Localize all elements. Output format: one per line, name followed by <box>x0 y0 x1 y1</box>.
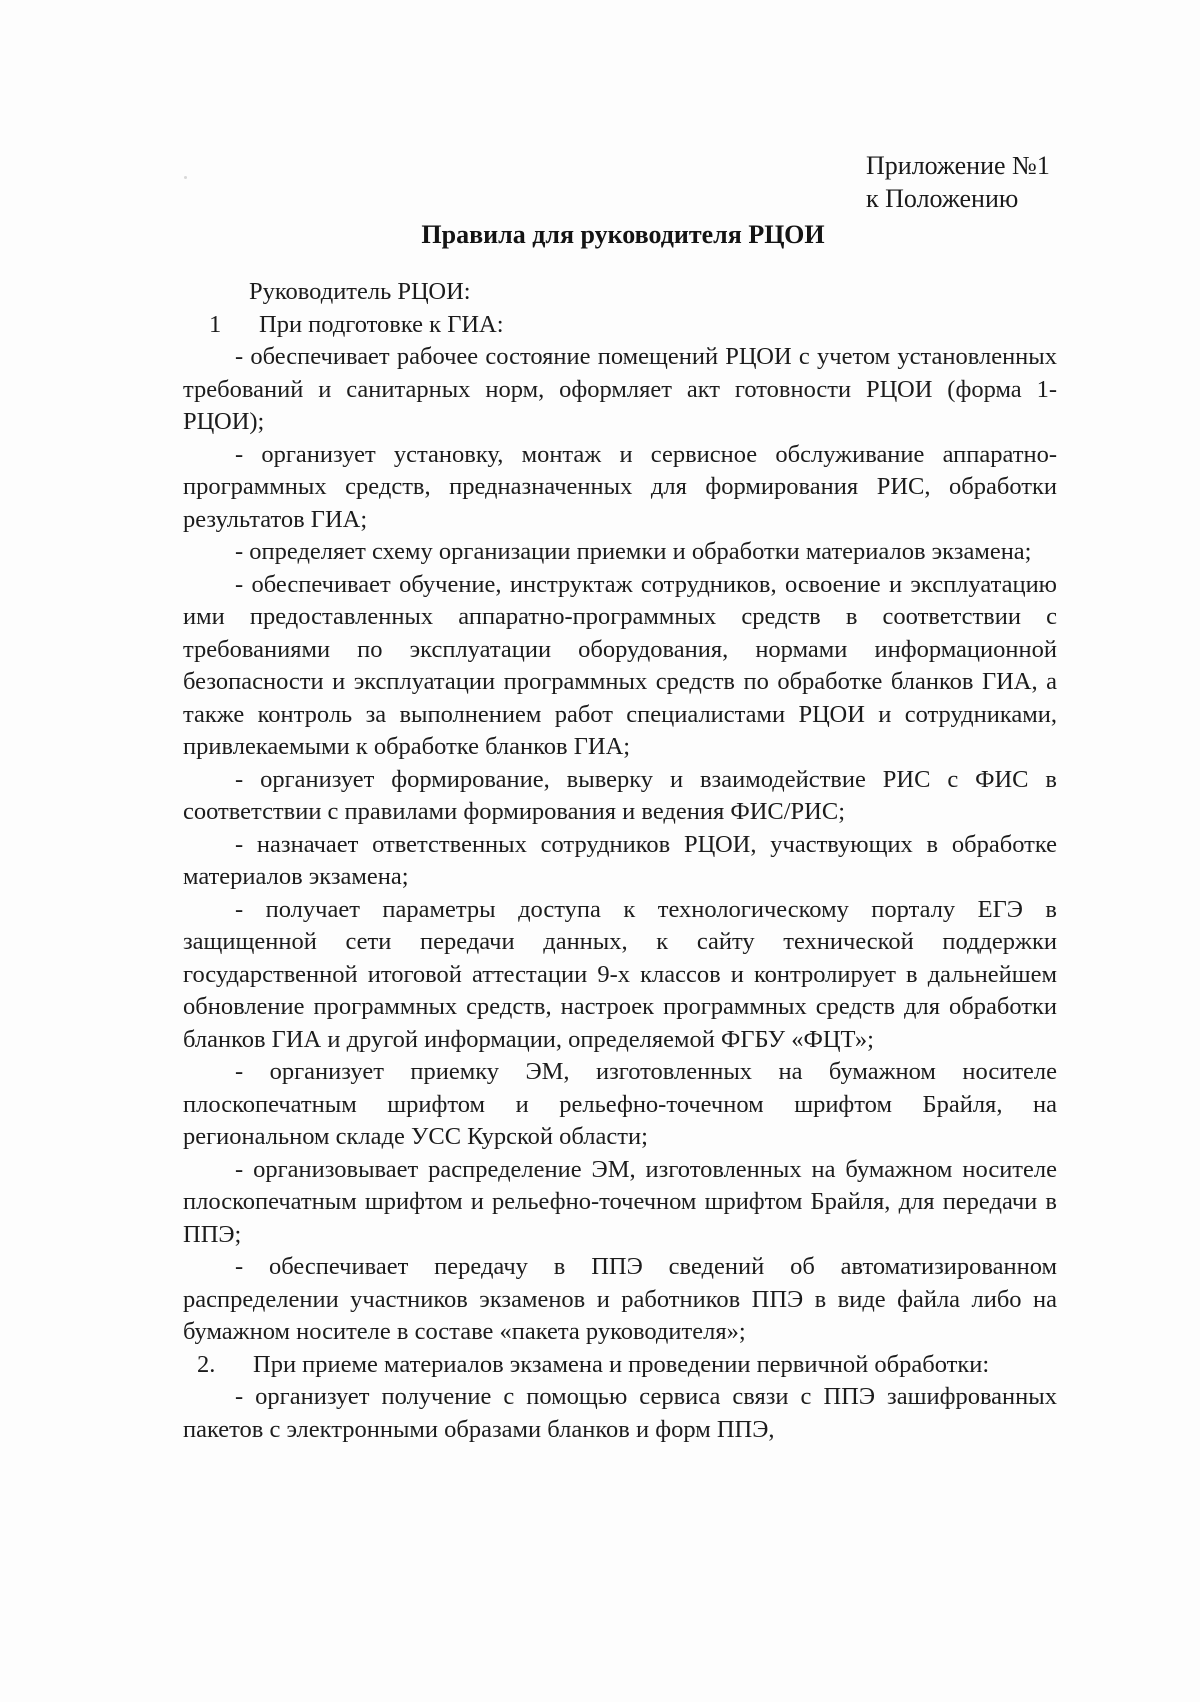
list-item: - определяет схему организации приемки и обработки материалов экзамена; <box>235 538 1032 565</box>
scan-speck <box>184 176 187 179</box>
intro-line: Руководитель РЦОИ: <box>249 278 471 305</box>
list-item: - организовывает распределение ЭМ, изготовленных на бумажном носителе плоскопечатным шрифтом и рельефно-точечном шрифтом Брайля, для передачи в ППЭ; <box>183 1155 1057 1248</box>
list-item: - обеспечивает обучение, инструктаж сотрудников, освоение и эксплуатацию ими предоставленных аппаратно-программных средств в соответствии с требованиями по эксплуатации оборудования, нормами информационной безопасности и эксплуатации программных средств по обработке бланков ГИА, а также контроль за выполнением работ специалистами РЦОИ и сотрудниками, привлекаемыми к обработке бланков ГИА; <box>183 570 1057 760</box>
list-item: - организует установку, монтаж и сервисное обслуживание аппаратно-программных средств, предназначенных для формирования РИС, обработки результатов ГИА; <box>183 440 1057 533</box>
document-body <box>183 276 1057 1446</box>
appendix-reference: к Положению <box>866 184 1019 213</box>
appendix-header <box>866 149 1166 215</box>
list-item: - получает параметры доступа к технологическому порталу ЕГЭ в защищенной сети передачи данных, к сайту технической поддержки государственной итоговой аттестации 9-х классов и контролирует в дальнейшем обновление программных средств, настроек программных средств для обработки бланков ГИА и другой информации, определяемой ФГБУ «ФЦТ»; <box>183 895 1057 1053</box>
list-item: - организует приемку ЭМ, изготовленных на бумажном носителе плоскопечатным шрифтом и рельефно-точечном шрифтом Брайля, на региональном складе УСС Курской области; <box>183 1058 1057 1150</box>
list-item: - организует получение с помощью сервиса связи с ППЭ зашифрованных пакетов с электронными образами бланков и форм ППЭ, <box>183 1383 1057 1443</box>
list-item: - обеспечивает передачу в ППЭ сведений об автоматизированном распределении участников экзаменов и работников ППЭ в виде файла либо на бумажном носителе в составе «пакета руководителя»; <box>183 1253 1057 1345</box>
list-item: - организует формирование, выверку и взаимодействие РИС с ФИС в соответствии с правилами формирования и ведения ФИС/РИС; <box>183 765 1057 825</box>
section-1-heading-text: При подготовке к ГИА: <box>259 310 504 338</box>
section-1-number: 1 <box>209 310 222 338</box>
appendix-number: Приложение №1 <box>866 151 1050 180</box>
section-2-number: 2. <box>197 1350 216 1378</box>
list-item: - назначает ответственных сотрудников РЦОИ, участвующих в обработке материалов экзамена; <box>183 830 1057 890</box>
document-title: Правила для руководителя РЦОИ <box>421 220 825 249</box>
section-1-heading <box>183 309 1057 342</box>
section-2-heading-text: При приеме материалов экзамена и проведении первичной обработки: <box>253 1350 990 1378</box>
list-item: - обеспечивает рабочее состояние помещений РЦОИ с учетом установленных требований и санитарных норм, оформляет акт готовности РЦОИ (форма 1-РЦОИ); <box>183 343 1057 435</box>
section-2-heading <box>183 1349 1057 1382</box>
